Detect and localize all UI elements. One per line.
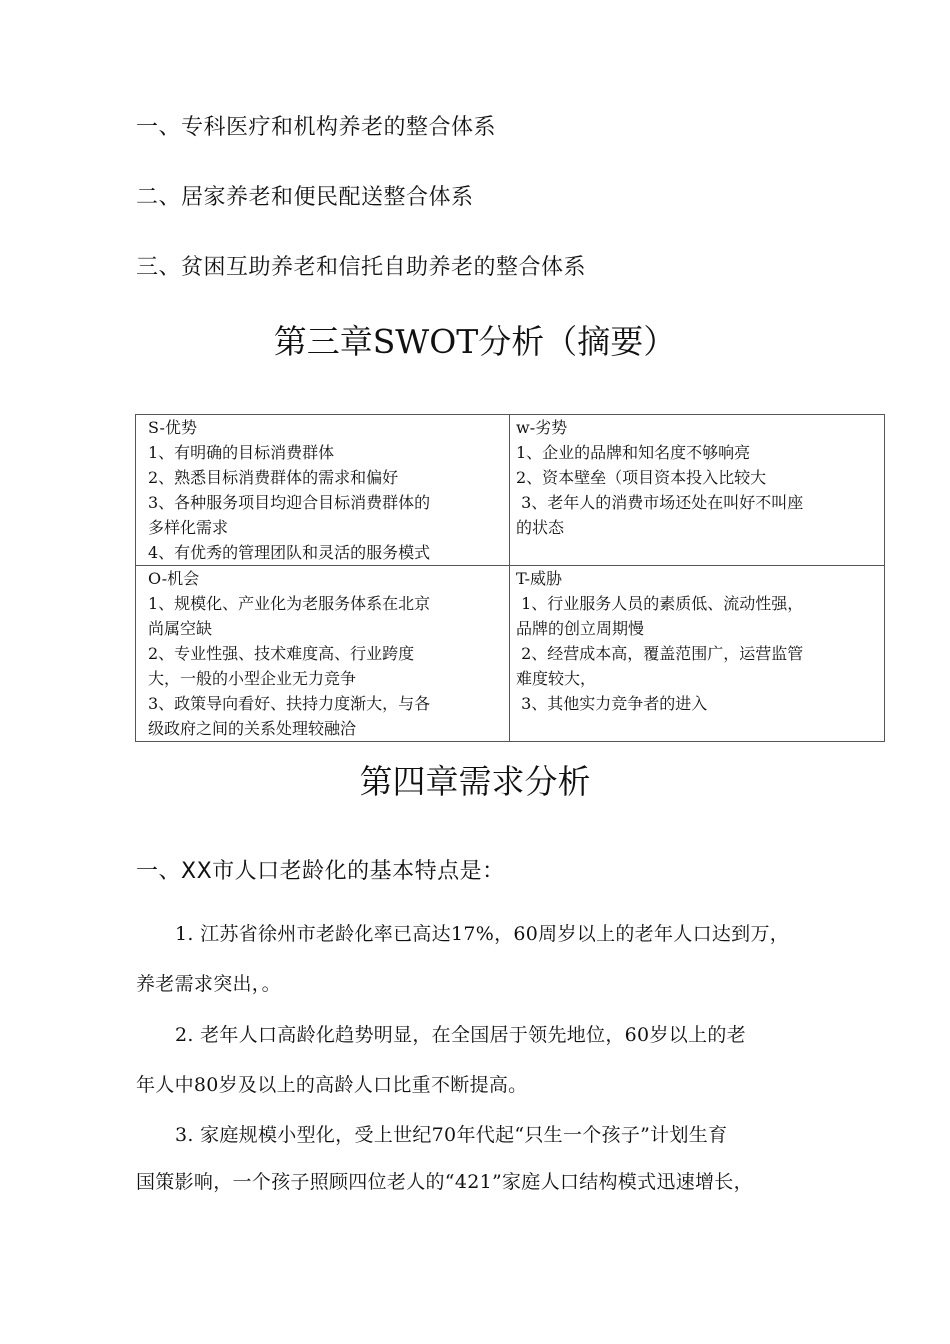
swot-strengths-line: 4、有优秀的管理团队和灵活的服务模式 bbox=[148, 543, 431, 562]
paragraph-line: 1. 江苏省徐州市老龄化率已高达17%，60周岁以上的老年人口达到万， bbox=[175, 923, 790, 945]
heading-integration-mutual: 三、贫困互助养老和信托自助养老的整合体系 bbox=[136, 255, 587, 280]
swot-weaknesses-line: 的状态 bbox=[516, 518, 565, 537]
swot-strengths-line: 多样化需求 bbox=[148, 518, 229, 537]
paragraph-line: 2. 老年人口高龄化趋势明显，在全国居于领先地位，60岁以上的老 bbox=[175, 1024, 746, 1046]
swot-threats-title: T-威胁 bbox=[516, 569, 563, 588]
paragraph-line: 国策影响，一个孩子照顾四位老人的“421”家庭人口结构模式迅速增长， bbox=[136, 1171, 753, 1193]
swot-threats-line: 难度较大， bbox=[516, 669, 597, 688]
swot-weaknesses-line: 3、老年人的消费市场还处在叫好不叫座 bbox=[516, 493, 804, 512]
swot-opportunities-line: 2、专业性强、技术难度高、行业跨度 bbox=[148, 644, 415, 663]
swot-strengths-title: S-优势 bbox=[148, 418, 197, 437]
swot-threats-cell bbox=[510, 566, 885, 742]
swot-row-bottom bbox=[136, 566, 885, 742]
paragraph-line: 养老需求突出，。 bbox=[136, 973, 281, 995]
swot-strengths-line: 3、各种服务项目均迎合目标消费群体的 bbox=[148, 493, 431, 512]
swot-weaknesses-title: w-劣势 bbox=[516, 418, 568, 437]
swot-threats-line: 3、其他实力竞争者的进入 bbox=[516, 694, 708, 713]
chapter4-title: 第四章需求分析 bbox=[359, 762, 591, 801]
swot-opportunities-line: 大，一般的小型企业无力竞争 bbox=[148, 669, 357, 688]
paragraph-line: 年人中80岁及以上的高龄人口比重不断提高。 bbox=[136, 1074, 528, 1096]
paragraph-line: 3. 家庭规模小型化，受上世纪70年代起“只生一个孩子”计划生育 bbox=[175, 1124, 728, 1146]
chapter3-title: 第三章SWOT分析（摘要） bbox=[273, 322, 677, 361]
swot-weaknesses-line: 1、企业的品牌和知名度不够响亮 bbox=[516, 443, 751, 462]
section1-heading: 一、XX市人口老龄化的基本特点是： bbox=[136, 859, 505, 884]
swot-opportunities-line: 级政府之间的关系处理较融洽 bbox=[148, 719, 357, 738]
swot-threats-line: 2、经营成本高，覆盖范围广，运营监管 bbox=[516, 644, 804, 663]
swot-opportunities-line: 1、规模化、产业化为老服务体系在北京 bbox=[148, 594, 431, 613]
swot-table bbox=[135, 414, 885, 742]
swot-weaknesses-cell bbox=[510, 415, 885, 566]
swot-threats-line: 品牌的创立周期慢 bbox=[516, 619, 645, 638]
heading-integration-medical: 一、专科医疗和机构养老的整合体系 bbox=[136, 115, 497, 140]
heading-integration-home: 二、居家养老和便民配送整合体系 bbox=[136, 185, 474, 210]
swot-strengths-line: 2、熟悉目标消费群体的需求和偏好 bbox=[148, 468, 399, 487]
swot-threats-line: 1、行业服务人员的素质低、流动性强， bbox=[516, 594, 804, 613]
swot-strengths-line: 1、有明确的目标消费群体 bbox=[148, 443, 335, 462]
swot-opportunities-line: 3、政策导向看好、扶持力度渐大，与各 bbox=[148, 694, 431, 713]
swot-opportunities-line: 尚属空缺 bbox=[148, 619, 213, 638]
swot-weaknesses-line: 2、资本壁垒（项目资本投入比较大 bbox=[516, 468, 767, 487]
swot-strengths-cell bbox=[136, 415, 510, 566]
swot-row-top bbox=[136, 415, 885, 566]
swot-opportunities-title: O-机会 bbox=[148, 569, 200, 588]
swot-opportunities-cell bbox=[136, 566, 510, 742]
